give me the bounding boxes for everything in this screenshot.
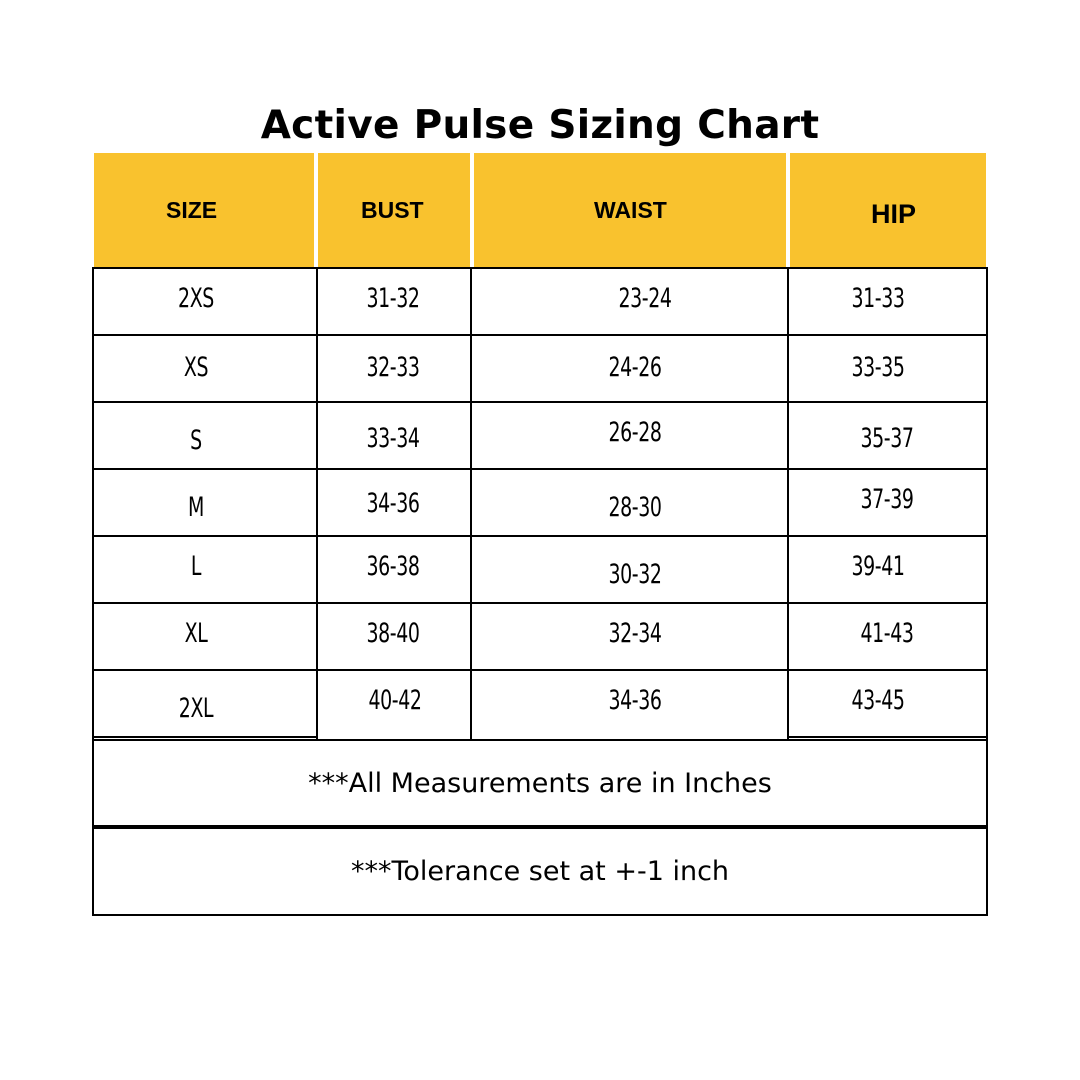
table-row: [92, 267, 988, 334]
cell-size: S: [190, 425, 202, 456]
header-label-bust: BUST: [361, 196, 424, 223]
units-note-text: ***All Measurements are in Inches: [308, 767, 772, 799]
cell-hip: 41-43: [860, 618, 914, 649]
cell-hip: 39-41: [851, 551, 905, 582]
cell-hip: 37-39: [860, 484, 914, 515]
cell-waist: 26-28: [608, 417, 662, 448]
cell-hip: 33-35: [851, 352, 905, 383]
cell-bust: 34-36: [366, 488, 420, 519]
table-row: [92, 401, 988, 468]
header-cell-waist: [474, 153, 786, 267]
table-border-bottom: [788, 736, 988, 738]
cell-hip: 31-33: [851, 283, 905, 314]
tolerance-note: [92, 826, 988, 916]
cell-bust: 38-40: [366, 618, 420, 649]
cell-waist: 32-34: [608, 618, 662, 649]
header-cell-hip: [790, 153, 986, 267]
table-row: [92, 334, 988, 401]
header-cell-bust: [318, 153, 470, 267]
cell-hip: 35-37: [860, 423, 914, 454]
cell-bust: 40-42: [368, 685, 422, 716]
cell-size: 2XL: [178, 693, 214, 724]
cell-size: XS: [183, 352, 209, 383]
cell-waist: 24-26: [608, 352, 662, 383]
units-note: [92, 739, 988, 827]
cell-waist: 28-30: [608, 492, 662, 523]
table-row: [92, 468, 988, 535]
header-cell-size: [94, 153, 314, 267]
cell-hip: 43-45: [851, 685, 905, 716]
table-row: [92, 669, 988, 736]
header-label-waist: WAIST: [594, 196, 667, 223]
cell-bust: 31-32: [366, 283, 420, 314]
header-label-hip: HIP: [871, 198, 917, 229]
cell-waist: 30-32: [608, 559, 662, 590]
table-header: [94, 153, 986, 267]
cell-bust: 32-33: [366, 352, 420, 383]
table-row: [92, 602, 988, 669]
header-label-size: SIZE: [166, 196, 218, 223]
cell-waist: 34-36: [608, 685, 662, 716]
cell-waist: 23-24: [618, 283, 672, 314]
cell-bust: 36-38: [366, 551, 420, 582]
cell-size: M: [188, 492, 204, 523]
chart-title: Active Pulse Sizing Chart: [260, 103, 820, 148]
table-row: [92, 535, 988, 602]
cell-size: L: [190, 551, 202, 582]
cell-size: 2XS: [178, 283, 214, 314]
size-table: [92, 267, 988, 739]
tolerance-note-text: ***Tolerance set at +-1 inch: [350, 856, 730, 887]
cell-bust: 33-34: [366, 423, 420, 454]
cell-size: XL: [184, 618, 208, 649]
